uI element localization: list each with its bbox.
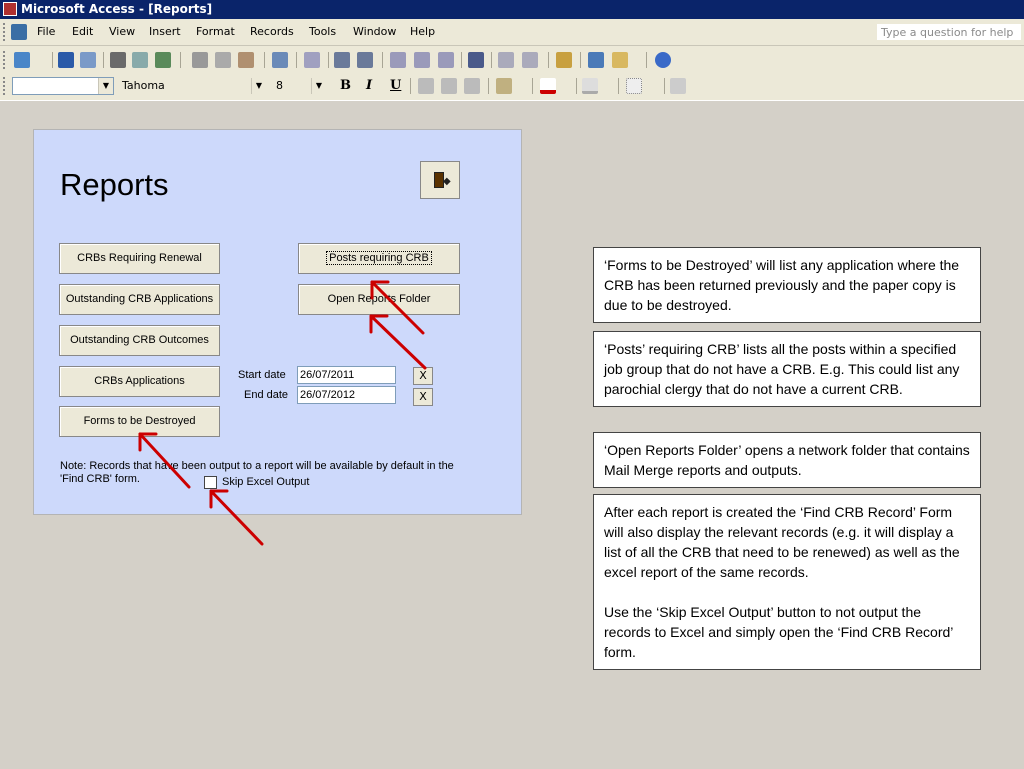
print-icon[interactable]	[110, 52, 126, 68]
new-object-icon[interactable]	[612, 52, 628, 68]
outstanding-crb-outcomes-button[interactable]: Outstanding CRB Outcomes	[59, 325, 220, 356]
start-date-field[interactable]: 26/07/2011	[297, 366, 396, 384]
delete-record-icon[interactable]	[522, 52, 538, 68]
end-date-label: End date	[244, 389, 289, 401]
menu-tools[interactable]: Tools	[309, 25, 337, 38]
crbs-requiring-renewal-button[interactable]: CRBs Requiring Renewal	[59, 243, 220, 274]
hyperlink-icon[interactable]	[304, 52, 320, 68]
callout-text: After each report is created the ‘Find CRB Record’ Form will also display the relevant records (e.g. it will display a list of all the CRB that need to be renewed) as well as the excel report of the same records.	[604, 504, 960, 580]
menubar	[0, 19, 1024, 46]
forms-to-be-destroyed-button[interactable]: Forms to be Destroyed	[59, 406, 220, 437]
clear-end-date-button[interactable]: X	[413, 388, 433, 406]
form-design-toolbar	[0, 46, 1024, 74]
font-name-select[interactable]: Tahoma ▼	[117, 77, 267, 95]
object-selector[interactable]	[12, 77, 114, 95]
copy-icon[interactable]	[215, 52, 231, 68]
font-color-icon[interactable]	[540, 78, 556, 94]
callout-text: ‘Open Reports Folder’ opens a network folder that contains Mail Merge reports and outputs.	[604, 442, 970, 478]
find-icon[interactable]	[468, 52, 484, 68]
align-center-icon[interactable]	[441, 78, 457, 94]
database-window-icon[interactable]	[588, 52, 604, 68]
properties-icon[interactable]	[556, 52, 572, 68]
menubar-grip[interactable]	[3, 23, 8, 41]
chevron-down-icon: ▼	[311, 78, 326, 94]
special-effect-icon[interactable]	[670, 78, 686, 94]
crbs-applications-button[interactable]: CRBs Applications	[59, 366, 220, 397]
print-preview-icon[interactable]	[132, 52, 148, 68]
outstanding-crb-applications-button[interactable]: Outstanding CRB Applications	[59, 284, 220, 315]
menu-file[interactable]: File	[37, 25, 56, 38]
open-reports-folder-button[interactable]: Open Reports Folder	[298, 284, 460, 315]
form-title: Reports	[60, 167, 169, 202]
save-icon[interactable]	[58, 52, 74, 68]
sort-ascending-icon[interactable]	[334, 52, 350, 68]
menu-help[interactable]: Help	[410, 25, 436, 38]
line-color-icon[interactable]	[582, 78, 598, 94]
callout-text: ‘Forms to be Destroyed’ will list any application where the CRB has been returned previously and the paper copy is due to be destroyed.	[604, 257, 960, 313]
cut-icon[interactable]	[192, 52, 208, 68]
callout-text: ‘Posts’ requiring CRB’ lists all the posts within a specified job group that do not have a CRB. E.g. This could list any parochial clergy that do not have a current CRB.	[604, 341, 960, 397]
undo-icon[interactable]	[272, 52, 288, 68]
exit-button[interactable]	[420, 161, 460, 199]
paste-icon[interactable]	[238, 52, 254, 68]
align-right-icon[interactable]	[464, 78, 480, 94]
search-icon[interactable]	[80, 52, 96, 68]
window-titlebar	[0, 0, 1024, 19]
line-width-icon[interactable]	[626, 78, 642, 94]
formatting-toolbar	[0, 72, 1024, 100]
filter-by-form-icon[interactable]	[414, 52, 430, 68]
menu-view[interactable]: View	[109, 25, 136, 38]
bold-button[interactable]: B	[340, 78, 351, 93]
menu-edit[interactable]: Edit	[72, 25, 94, 38]
font-size-select[interactable]: 8 ▼	[271, 77, 327, 95]
chevron-down-icon: ▼	[98, 78, 113, 94]
underline-button[interactable]: U	[390, 78, 402, 93]
end-date-field[interactable]: 26/07/2012	[297, 386, 396, 404]
apply-filter-icon[interactable]	[438, 52, 454, 68]
italic-button[interactable]: I	[366, 78, 373, 93]
form-icon[interactable]	[11, 24, 27, 40]
callout-forms-destroyed	[593, 247, 981, 323]
menu-format[interactable]: Format	[196, 25, 235, 38]
sort-descending-icon[interactable]	[357, 52, 373, 68]
view-icon[interactable]	[14, 52, 30, 68]
toolbar-grip[interactable]	[3, 77, 8, 95]
skip-excel-checkbox[interactable]	[204, 476, 217, 489]
start-date-label: Start date	[238, 369, 286, 381]
toolbar-grip[interactable]	[3, 51, 8, 69]
skip-excel-label: Skip Excel Output	[222, 476, 310, 488]
spelling-icon[interactable]	[155, 52, 171, 68]
exit-arrow-icon: ◆	[443, 176, 451, 187]
align-left-icon[interactable]	[418, 78, 434, 94]
menu-insert[interactable]: Insert	[149, 25, 181, 38]
clear-start-date-button[interactable]: X	[413, 367, 433, 385]
menu-window[interactable]: Window	[353, 25, 397, 38]
callout-after-report	[593, 494, 981, 670]
help-icon[interactable]	[655, 52, 671, 68]
menu-records[interactable]: Records	[250, 25, 294, 38]
filter-by-selection-icon[interactable]	[390, 52, 406, 68]
records-note: Note: Records that have been output to a report will be available by default in the 'Find CRB' form.	[60, 460, 454, 485]
callout-text: Use the ‘Skip Excel Output’ button to not output the records to Excel and simply open the ‘Find CRB Record’ form.	[604, 604, 953, 660]
access-app-icon[interactable]	[3, 2, 17, 16]
callout-posts-requiring	[593, 331, 981, 407]
reports-form	[33, 129, 522, 515]
help-question-box[interactable]: Type a question for help	[876, 23, 1022, 41]
new-record-icon[interactable]	[498, 52, 514, 68]
posts-requiring-crb-button[interactable]: Posts requiring CRB	[298, 243, 460, 274]
window-title: Microsoft Access - [Reports]	[21, 2, 213, 16]
callout-open-reports	[593, 432, 981, 488]
fill-color-icon[interactable]	[496, 78, 512, 94]
chevron-down-icon: ▼	[251, 78, 266, 94]
